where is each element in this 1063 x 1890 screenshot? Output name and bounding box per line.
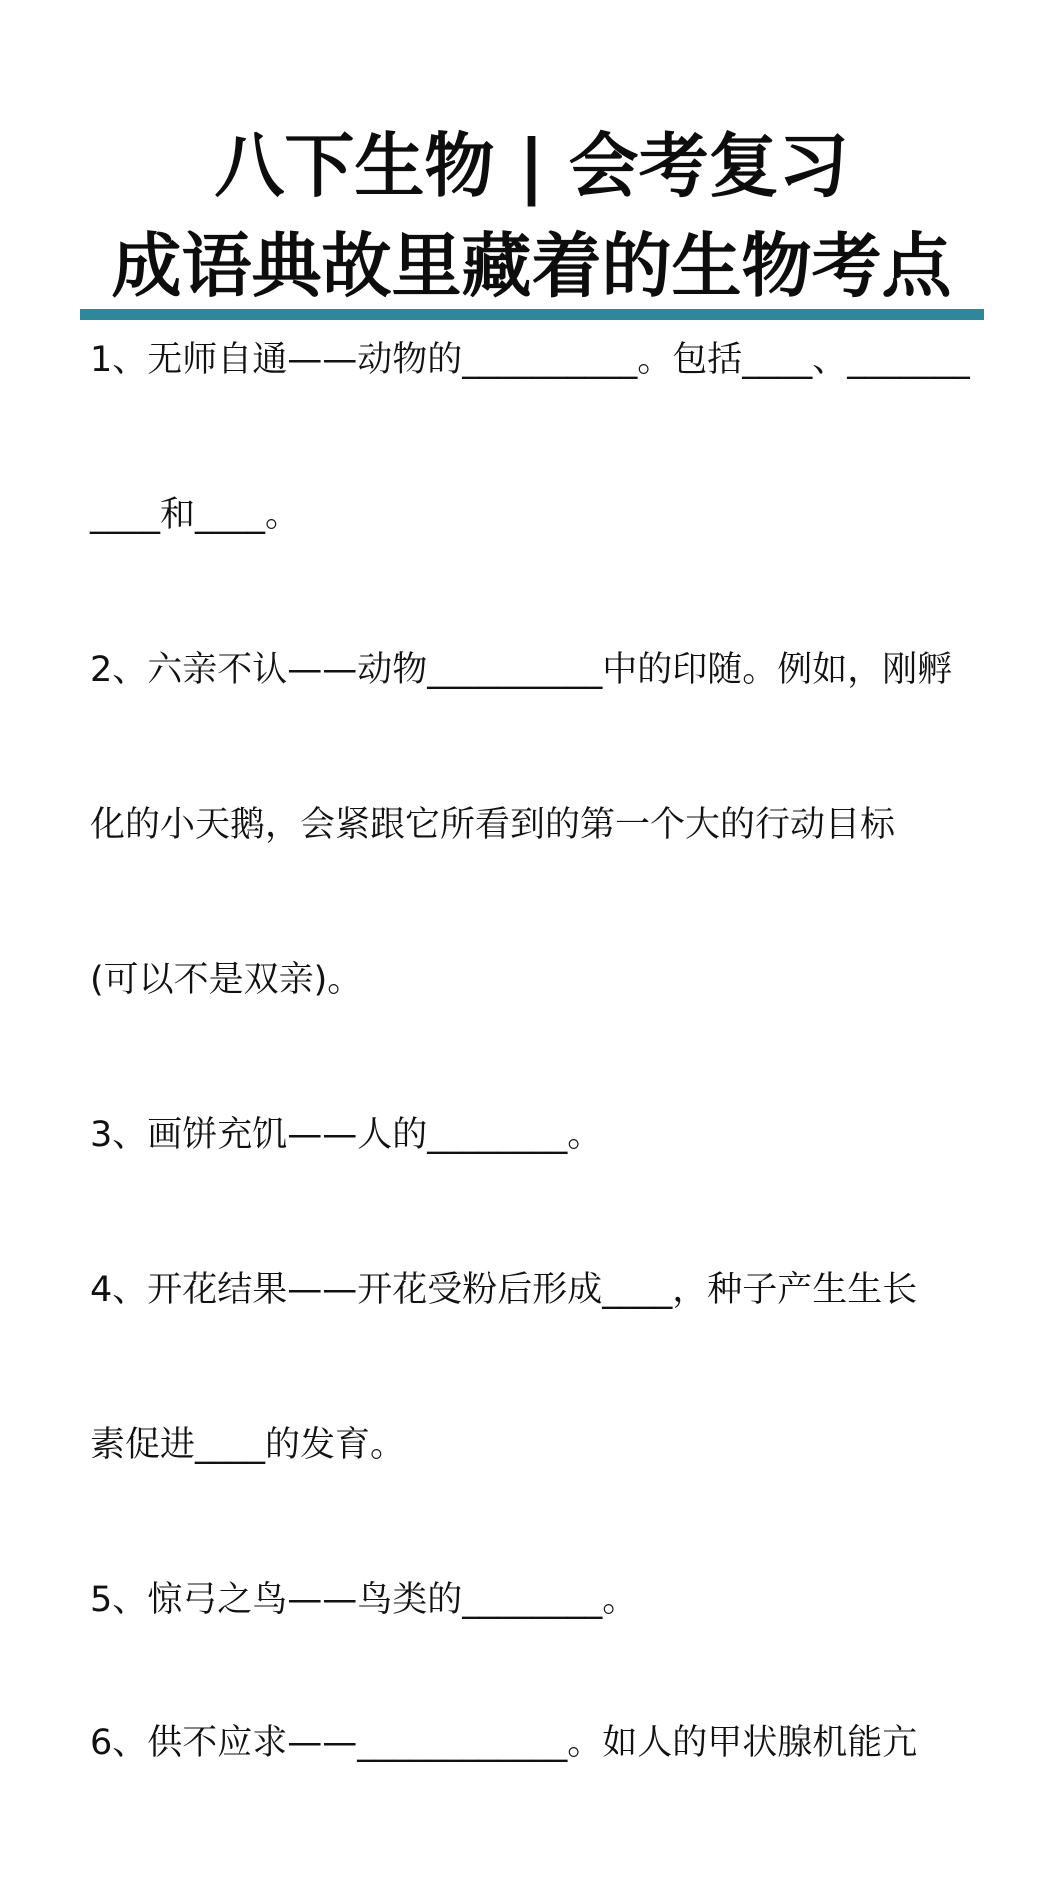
page-subtitle: 成语典故里藏着的生物考点 bbox=[111, 225, 952, 307]
question-1-line-2: ____和____。 bbox=[90, 495, 301, 535]
question-5-line-1: 5、惊弓之鸟——鸟类的________。 bbox=[90, 1580, 638, 1620]
question-2-line-2: 化的小天鹅，会紧跟它所看到的第一个大的行动目标 bbox=[90, 805, 896, 845]
question-3-line-1: 3、画饼充饥——人的________。 bbox=[90, 1115, 603, 1155]
question-2-line-3: (可以不是双亲)。 bbox=[90, 960, 363, 1000]
page-title: 八下生物 | 会考复习 bbox=[214, 125, 849, 207]
question-6-line-1: 6、供不应求——____________。如人的甲状腺机能亢 bbox=[90, 1723, 918, 1763]
question-2-line-1: 2、六亲不认——动物__________中的印随。例如，刚孵 bbox=[90, 650, 953, 690]
question-1-line-1: 1、无师自通——动物的__________。包括____、_______ bbox=[90, 340, 970, 380]
title-underline-divider bbox=[80, 309, 984, 320]
question-4-line-1: 4、开花结果——开花受粉后形成____，种子产生生长 bbox=[90, 1270, 918, 1310]
question-4-line-2: 素促进____的发育。 bbox=[90, 1425, 406, 1465]
